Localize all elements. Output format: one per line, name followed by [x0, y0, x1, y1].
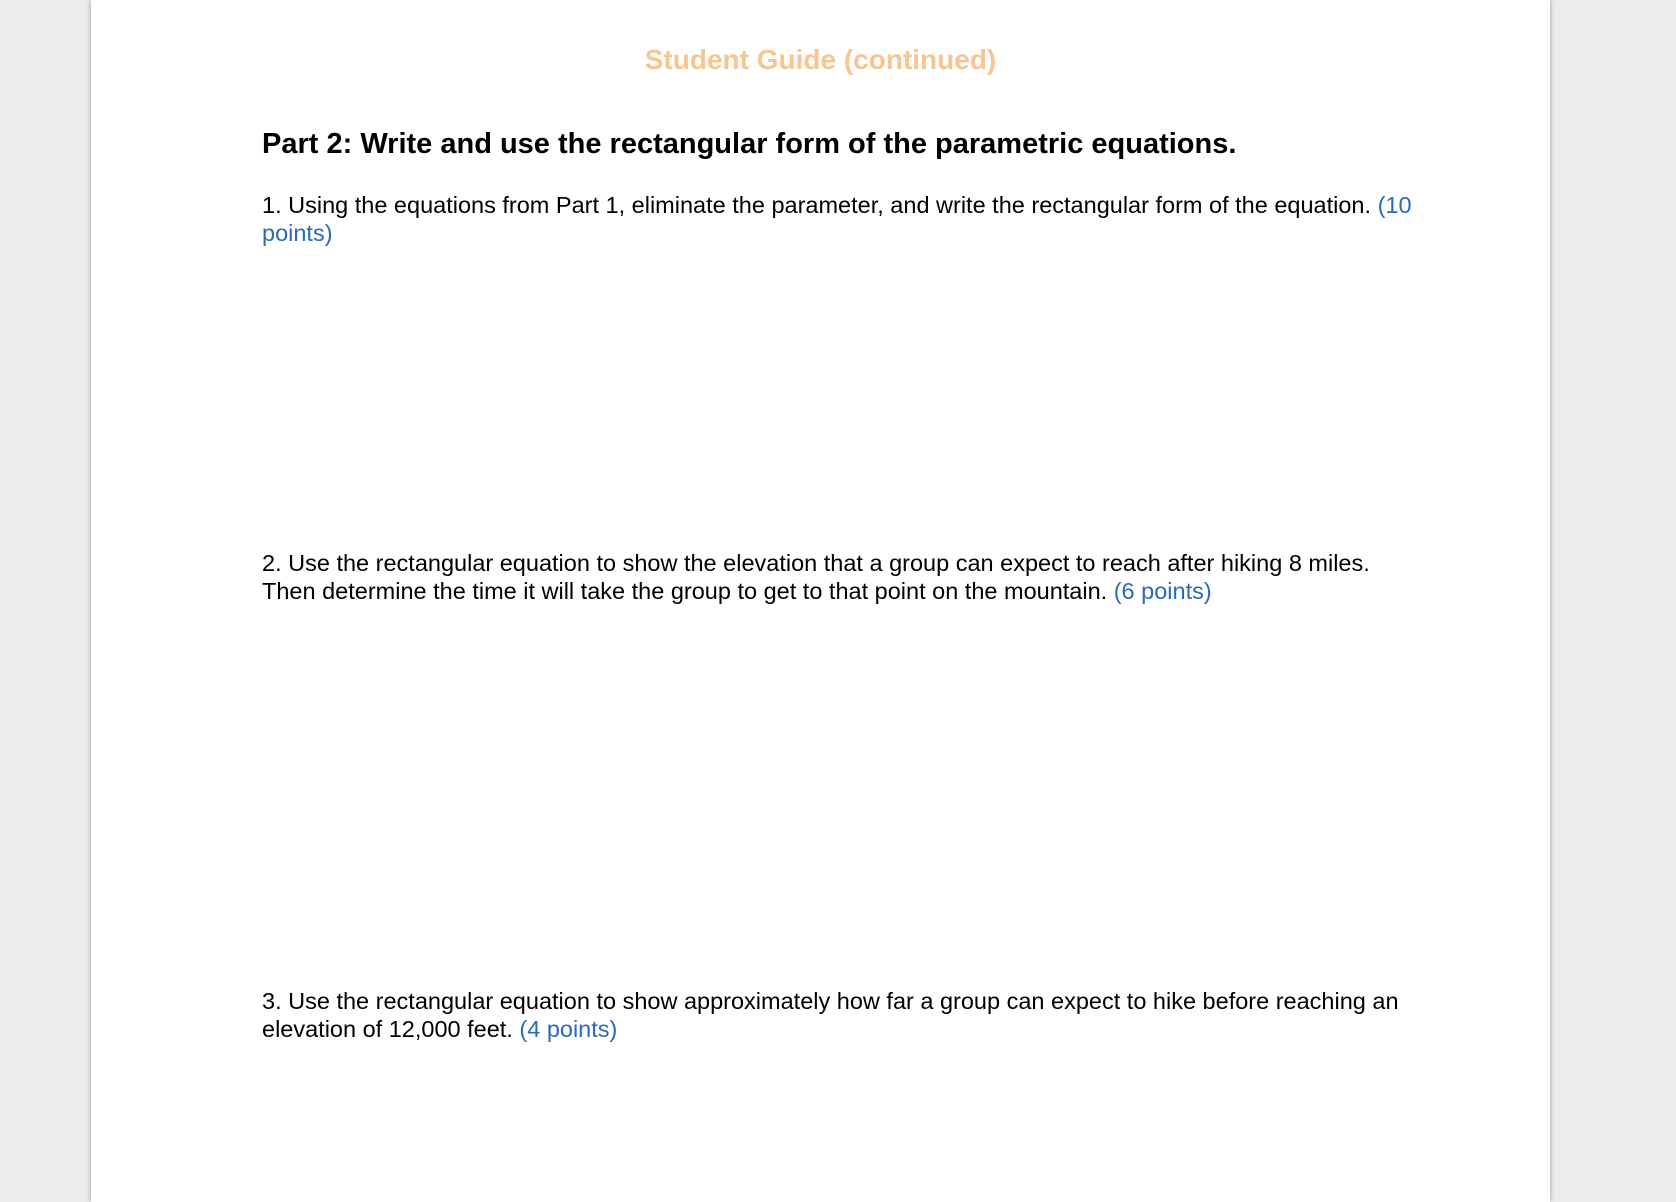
question-points: (4 points)	[519, 1016, 618, 1042]
question-1	[262, 191, 1412, 247]
part-heading: Part 2: Write and use the rectangular form of the parametric equations.	[262, 128, 1237, 160]
question-text: 1. Using the equations from Part 1, eliminate the parameter, and write the rectangular form of the equation.	[262, 192, 1372, 218]
question-2	[262, 549, 1412, 605]
question-points: (6 points)	[1113, 578, 1212, 604]
page-header: Student Guide (continued)	[644, 44, 997, 75]
document-page	[91, 0, 1550, 1202]
question-text: 2. Use the rectangular equation to show the elevation that a group can expect to reach after hiking 8 miles. Then determine the time it will take the group to get to that point on the mountain.	[262, 550, 1370, 604]
question-3	[262, 987, 1412, 1043]
question-points: (10 points)	[262, 192, 1412, 246]
question-text: 3. Use the rectangular equation to show approximately how far a group can expect to hike before reaching an elevation of 12,000 feet.	[262, 988, 1399, 1042]
